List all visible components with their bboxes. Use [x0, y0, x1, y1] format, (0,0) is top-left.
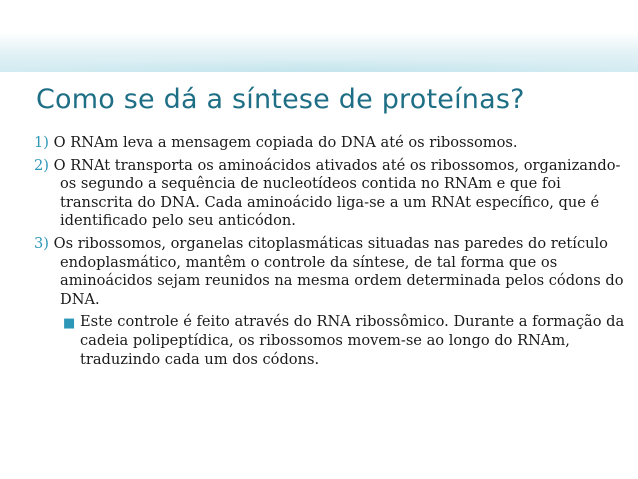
item-text: Os ribossomos, organelas citoplasmáticas situadas nas paredes do retículo endoplasmático, mantêm o controle da síntese, de tal forma que os aminoácidos sejam reunidos na mesma ordem determinada pelos códons do DNA. — [48, 234, 624, 308]
item-number: 2) — [34, 156, 49, 174]
list-item-3 — [34, 235, 630, 309]
sub-list-item — [60, 313, 630, 369]
header-gradient-band — [0, 0, 638, 72]
list-item-1 — [34, 134, 630, 153]
item-text: O RNAm leva a mensagem copiada do DNA até os ribossomos. — [48, 134, 518, 151]
sub-item-text: Este controle é feito através do RNA ribossômico. Durante a formação da cadeia polipeptídica, os ribossomos movem-se ao longo do RNAm, traduzindo cada um dos códons. — [80, 313, 625, 368]
item-number: 1) — [34, 134, 49, 151]
slide-body — [34, 134, 630, 369]
item-number: 3) — [34, 234, 49, 252]
list-item-2 — [34, 157, 630, 231]
item-text: O RNAt transporta os aminoácidos ativados até os ribossomos, organizando-os segundo a sequência de nucleotídeos contida no RNAm e que foi transcrita do DNA. Cada aminoácido liga-se a um RNAt específico, que é identificado pelo seu anticódon. — [48, 156, 621, 230]
slide-title: Como se dá a síntese de proteínas? — [36, 84, 525, 115]
bullet-icon: ■ — [63, 316, 76, 332]
